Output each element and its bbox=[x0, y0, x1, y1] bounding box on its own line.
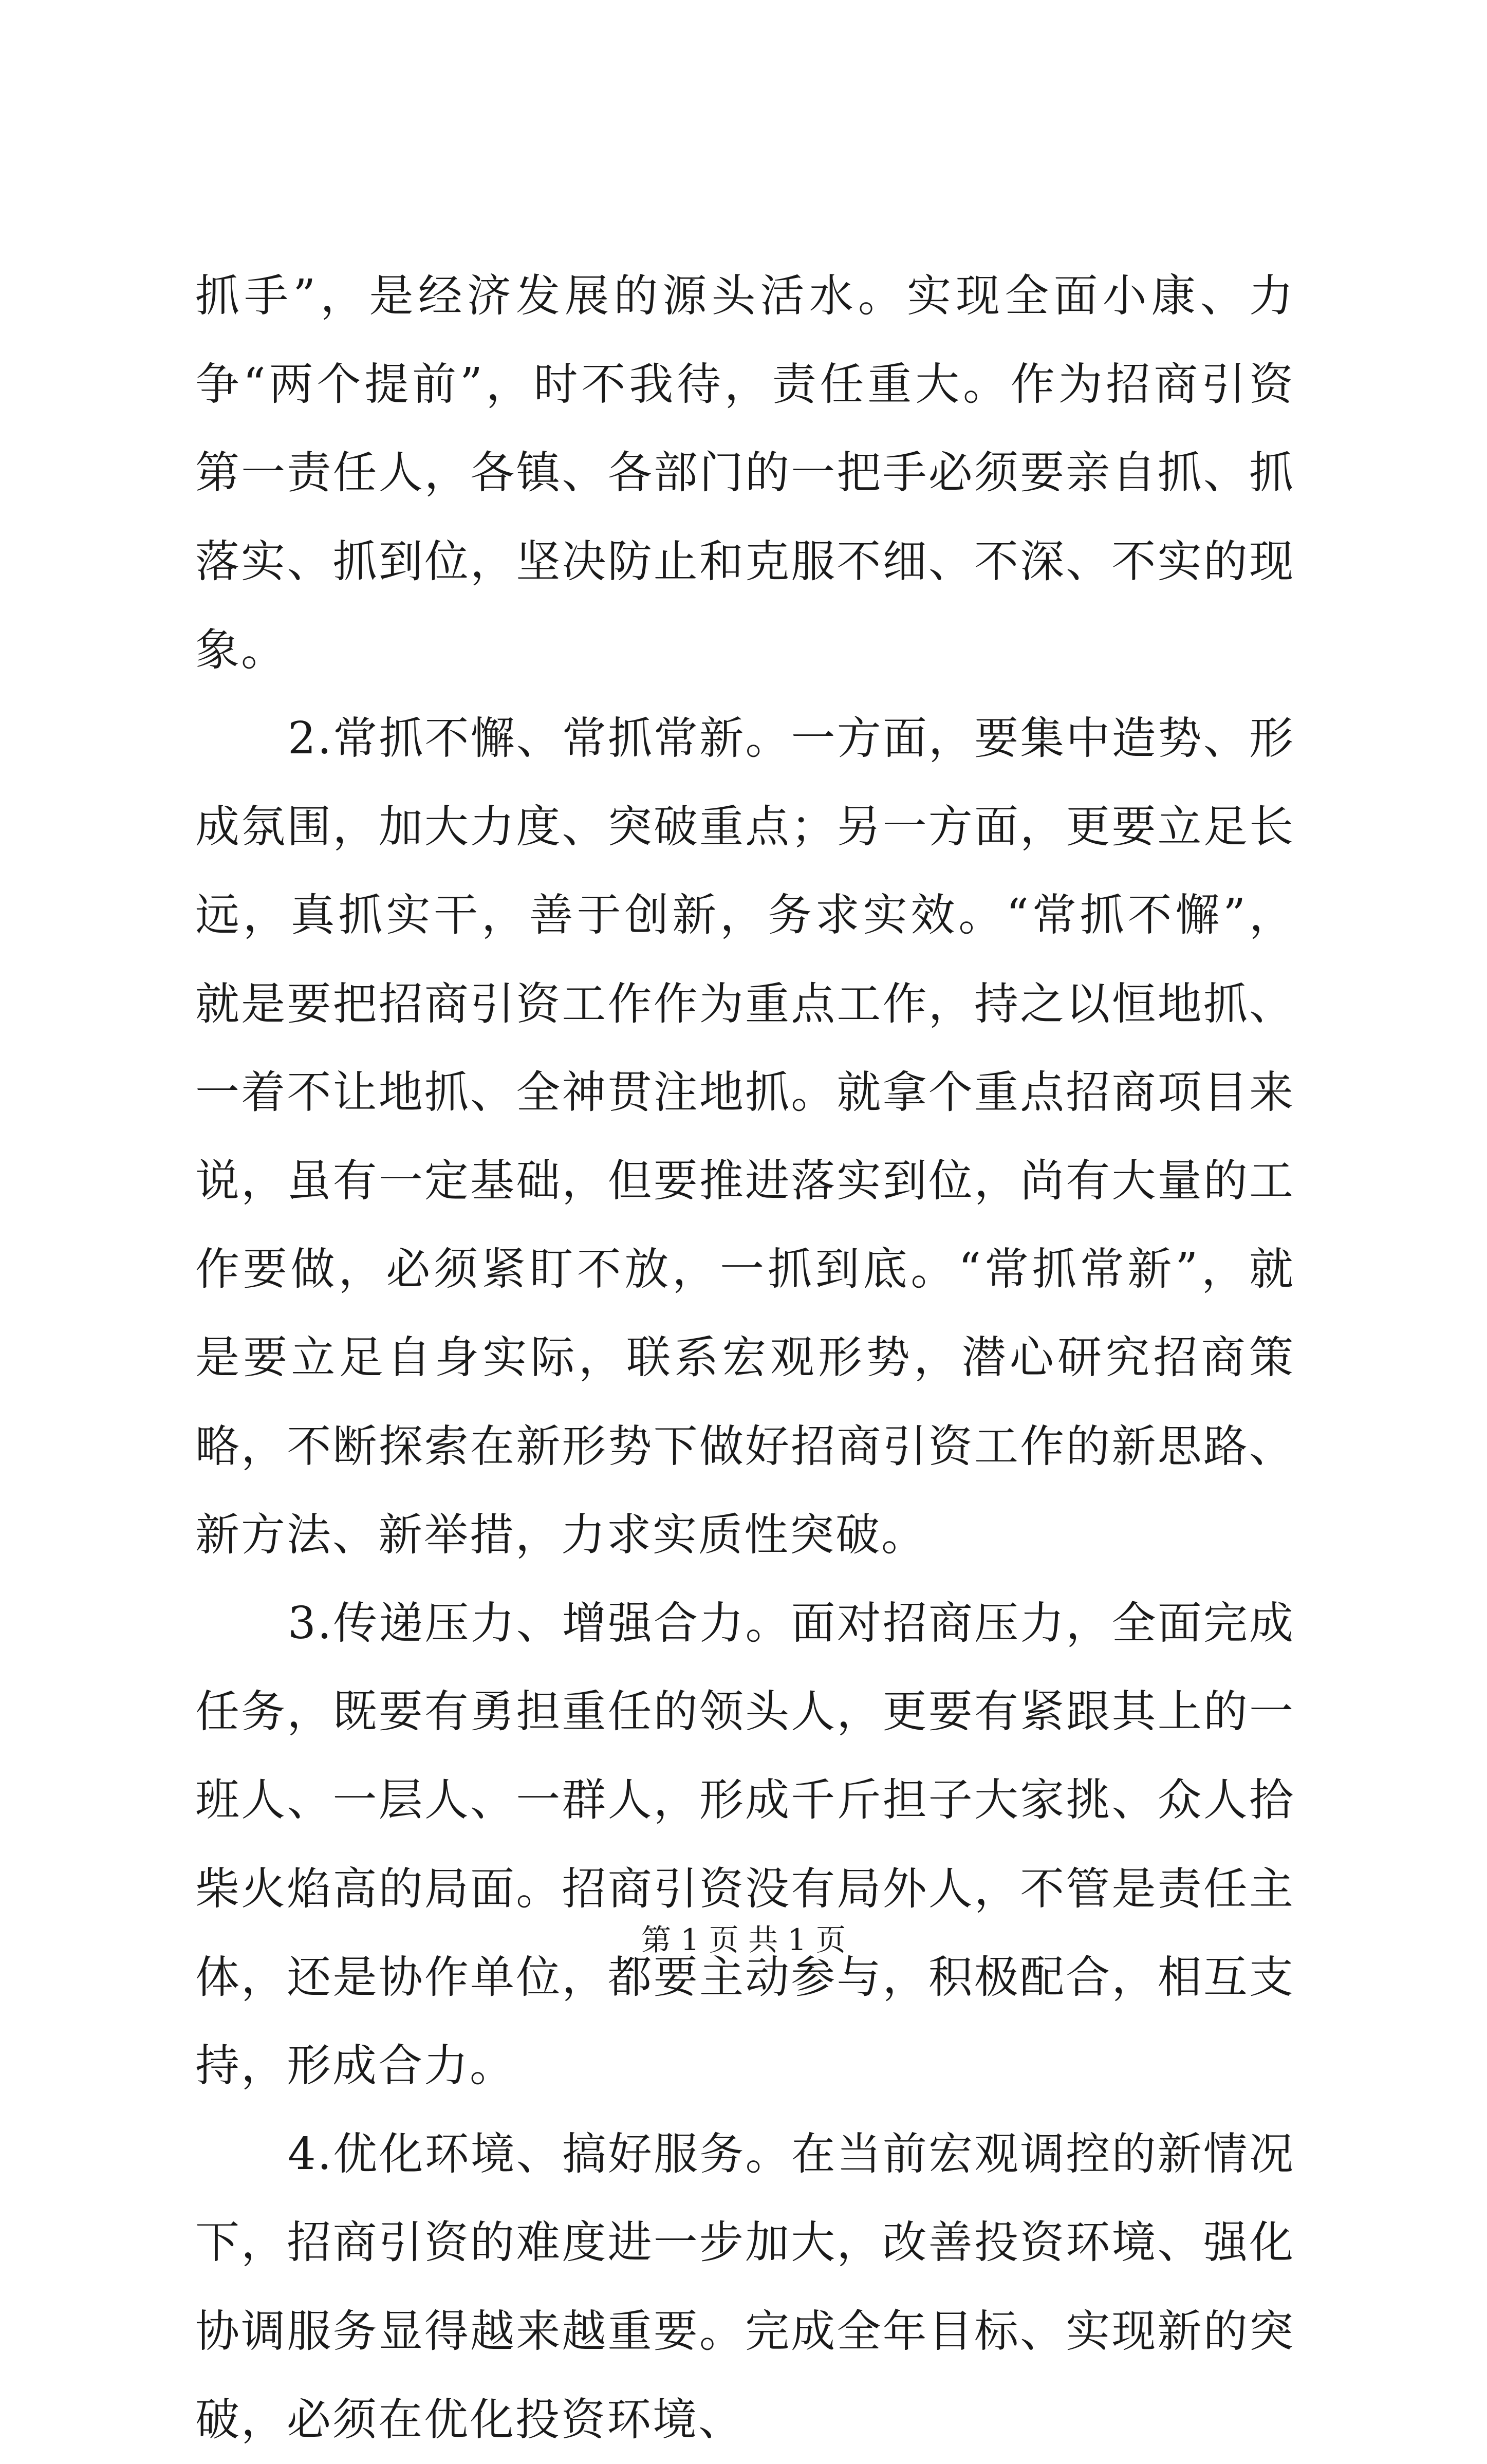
document-body bbox=[195, 252, 1295, 2464]
paragraph-item-3: 3.传递压力、增强合力。面对招商压力，全面完成任务，既要有勇担重任的领头人，更要有紧跟其上的一班人、一层人、一群人，形成千斤担子大家挑、众人拾柴火焰高的局面。招商引资没有局外人，不管是责任主体，还是协作单位，都要主动参与，积极配合，相互支持，形成合力。 bbox=[195, 1598, 1295, 2092]
page-number-footer: 第 1 页 共 1 页 bbox=[641, 1922, 846, 1957]
paragraph-item-4: 4.优化环境、搞好服务。在当前宏观调控的新情况下，招商引资的难度进一步加大，改善投资环境、强化协调服务显得越来越重要。完成全年目标、实现新的突破，必须在优化投资环境、 bbox=[195, 2128, 1295, 2446]
paragraph-continuation: 抓手”，是经济发展的源头活水。实现全面小康、力争“两个提前”，时不我待，责任重大。作为招商引资第一责任人，各镇、各部门的一把手必须要亲自抓、抓落实、抓到位，坚决防止和克服不细、不深、不实的现象。 bbox=[195, 270, 1295, 676]
paragraph-item-2: 2.常抓不懈、常抓常新。一方面，要集中造势、形成氛围，加大力度、突破重点；另一方面，更要立足长远，真抓实干，善于创新，务求实效。“常抓不懈”，就是要把招商引资工作作为重点工作，持之以恒地抓、一着不让地抓、全神贯注地抓。就拿个重点招商项目来说，虽有一定基础，但要推进落实到位，尚有大量的工作要做，必须紧盯不放，一抓到底。“常抓常新”，就是要立足自身实际，联系宏观形势，潜心研究招商策略，不断探索在新形势下做好招商引资工作的新思路、新方法、新举措，力求实质性突破。 bbox=[195, 713, 1295, 1561]
